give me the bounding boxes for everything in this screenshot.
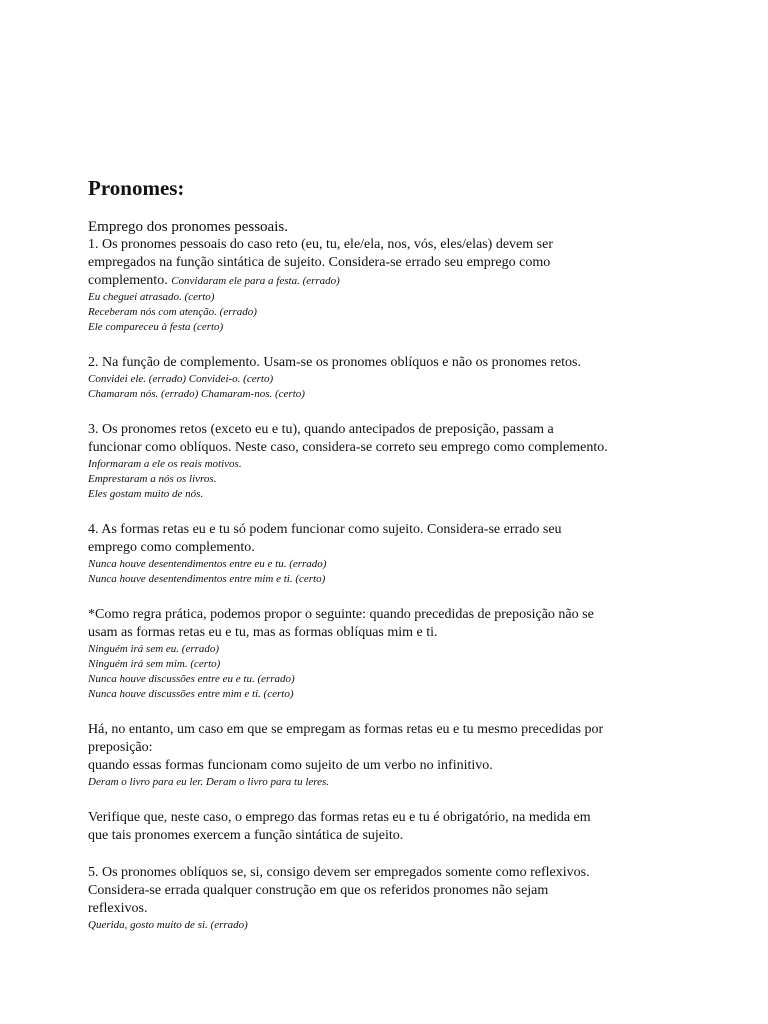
section-text: Considera-se errada qualquer construção em que os referidos pronomes não sejam [88,883,549,898]
sections-container [88,236,728,933]
section-3 [88,421,728,502]
example-line: Ele compareceu à festa (certo) [88,321,224,333]
section-text: Verifique que, neste caso, o emprego das formas retas eu e tu é obrigatório, na medida em [88,810,591,825]
section-text-line [88,624,728,642]
section-text: empregados na função sintática de sujeito. Considera-se errado seu emprego como [88,255,551,270]
section-text-line [88,539,728,557]
section-text-line [88,521,728,539]
example-line: Nunca houve discussões entre eu e tu. (errado) [88,673,295,685]
section-text: complemento. [88,273,168,288]
example-line: Nunca houve discussões entre mim e ti. (certo) [88,688,294,700]
page-title: Pronomes: [88,176,185,200]
section-text: 5. Os pronomes oblíquos se, si, consigo devem ser empregados somente como reflexivos. [88,865,590,880]
section-text: quando essas formas funcionam como sujeito de um verbo no infinitivo. [88,758,493,773]
section-text-line [88,254,728,272]
section-text: 1. Os pronomes pessoais do caso reto (eu, tu, ele/ela, nos, vós, eles/elas) devem ser [88,237,553,252]
example-line: Emprestaram a nós os livros. [88,473,217,485]
inline-example: Convidaram ele para a festa. (errado) [171,275,340,287]
example-line: Eu cheguei atrasado. (certo) [88,291,215,303]
example-line: Informaram a ele os reais motivos. [88,458,242,470]
section-5 [88,606,728,702]
section-text: 4. As formas retas eu e tu só podem funcionar como sujeito. Considera-se errado seu [88,522,562,537]
section-text-line [88,439,728,457]
section-text: que tais pronomes exercem a função sintática de sujeito. [88,828,404,843]
example-line: Ninguém irá sem mim. (certo) [88,658,221,670]
section-2 [88,354,728,402]
section-1 [88,236,728,335]
document-page [88,174,728,952]
example-line: Convidei ele. (errado) Convidei-o. (certo) [88,373,274,385]
section-text: 3. Os pronomes retos (exceto eu e tu), quando antecipados de preposição, passam a [88,422,554,437]
section-6 [88,721,728,790]
section-text-line [88,606,728,624]
example-line: Nunca houve desentendimentos entre eu e tu. (errado) [88,558,327,570]
example-line: Receberam nós com atenção. (errado) [88,306,257,318]
section-text: funcionar como oblíquos. Neste caso, considera-se correto seu emprego como complemento. [88,440,608,455]
section-4 [88,521,728,587]
section-7 [88,809,728,845]
section-text-line [88,272,728,290]
section-8 [88,864,728,933]
section-text: usam as formas retas eu e tu, mas as formas oblíquas mim e ti. [88,625,438,640]
section-text-line [88,354,728,372]
section-text-line [88,900,728,918]
section-text: 2. Na função de complemento. Usam-se os pronomes oblíquos e não os pronomes retos. [88,355,582,370]
section-text: Há, no entanto, um caso em que se empregam as formas retas eu e tu mesmo precedidas por [88,722,604,737]
section-text-line [88,864,728,882]
example-line: Deram o livro para eu ler. Deram o livro para tu leres. [88,776,330,788]
example-line: Eles gostam muito de nós. [88,488,204,500]
example-line: Chamaram nós. (errado) Chamaram-nos. (certo) [88,388,305,400]
example-line: Ninguém irá sem eu. (errado) [88,643,220,655]
section-text: reflexivos. [88,901,148,916]
section-text: emprego como complemento. [88,540,255,555]
example-line: Nunca houve desentendimentos entre mim e ti. (certo) [88,573,326,585]
intro-line: Emprego dos pronomes pessoais. [88,219,288,235]
section-text: preposição: [88,740,153,755]
section-text-line [88,739,728,757]
section-text: *Como regra prática, podemos propor o seguinte: quando precedidas de preposição não se [88,607,594,622]
section-text-line [88,721,728,739]
section-text-line [88,827,728,845]
example-line: Querida, gosto muito de si. (errado) [88,919,248,931]
section-text-line [88,421,728,439]
section-text-line [88,757,728,775]
section-text-line [88,809,728,827]
section-text-line [88,882,728,900]
section-text-line [88,236,728,254]
